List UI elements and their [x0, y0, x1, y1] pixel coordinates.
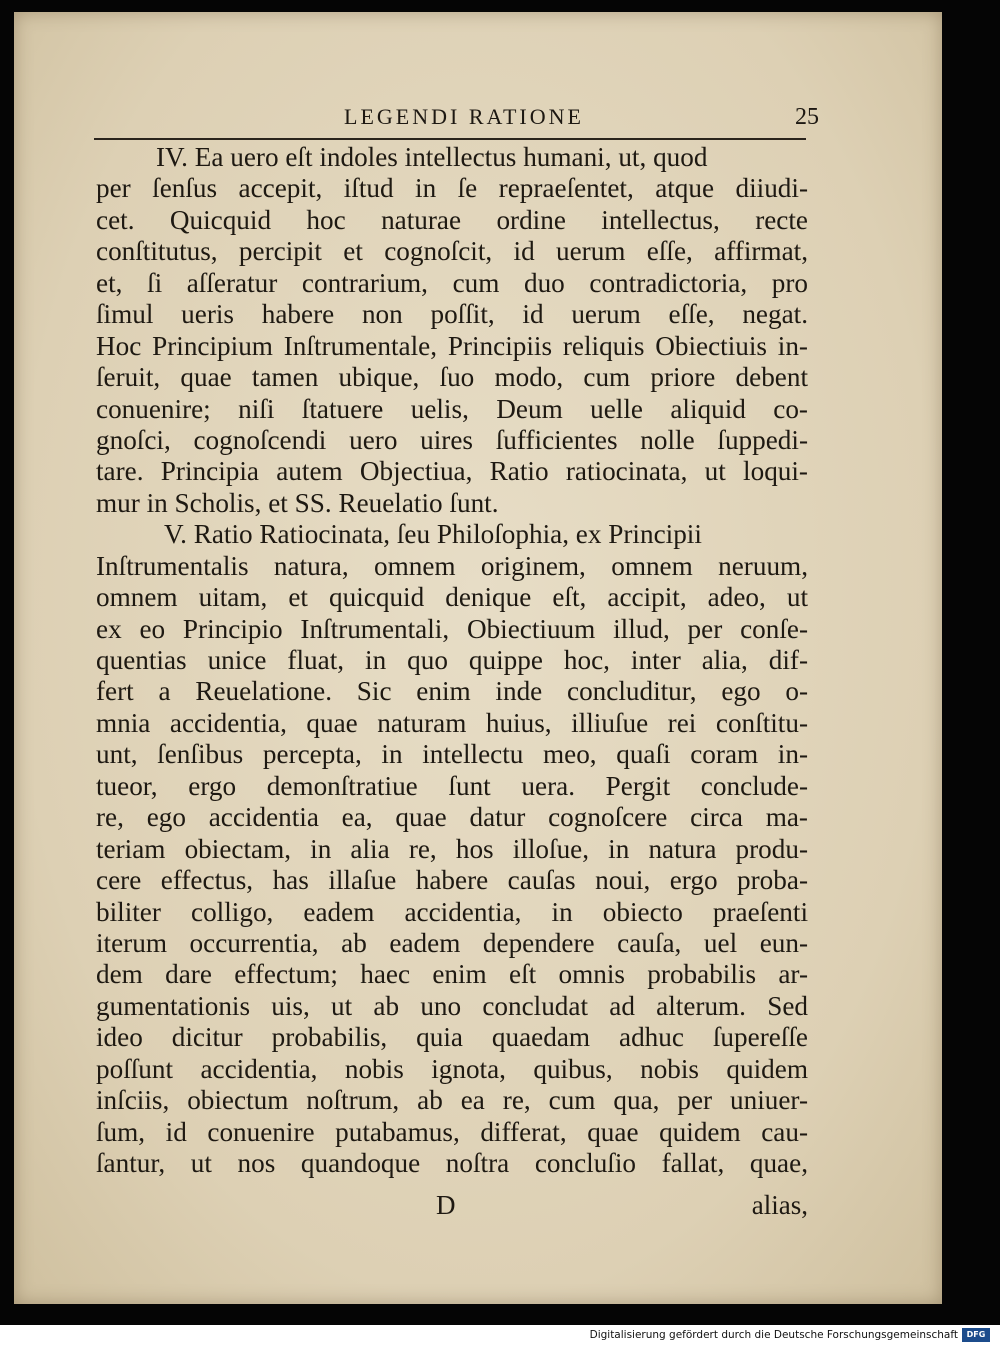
dfg-logo-icon: DFG	[962, 1328, 990, 1342]
text-line: ſeruit, quae tamen ubique, ſuo modo, cum priore debent	[96, 362, 808, 393]
text-line: mnia accidentia, quae naturam huius, illiuſue rei conſtitu-	[96, 707, 808, 738]
text-line: gumentationis uis, ut ab uno concludat ad alterum. Sed	[96, 990, 808, 1021]
page-number: 25	[795, 104, 819, 130]
text-line: biliter colligo, eadem accidentia, in obiecto praeſenti	[96, 896, 808, 927]
book-page	[14, 12, 942, 1304]
catchword: alias,	[751, 1190, 808, 1220]
text-line: conuenire; niſi ſtatuere uelis, Deum uelle aliquid co-	[96, 393, 808, 424]
text-line: fert a Reuelatione. Sic enim inde concluditur, ego o-	[96, 676, 808, 707]
text-line: V. Ratio Ratiocinata, ſeu Philoſophia, ex Principii	[164, 519, 702, 550]
text-line: ex eo Principio Inſtrumentali, Obiectiuum illud, per conſe-	[96, 613, 808, 644]
text-line: iterum occurrentia, ab eadem dependere cauſa, uel eun-	[96, 927, 808, 958]
text-line: cet. Quicquid hoc naturae ordine intellectus, recte	[96, 204, 808, 235]
text-line: Inſtrumentalis natura, omnem originem, omnem neruum,	[96, 550, 808, 581]
text-line: quentias unice fluat, in quo quippe hoc, inter alia, dif-	[96, 645, 808, 675]
funding-credit: Digitalisierung gefördert durch die Deutsche Forschungsgemeinschaft	[589, 1329, 958, 1341]
text-line: unt, ſenſibus percepta, in intellectu meo, quaſi coram in-	[96, 739, 808, 770]
catchword-row	[96, 1190, 808, 1222]
signature-mark: D	[436, 1190, 456, 1220]
text-line: teriam obiectam, in alia re, hos illoſue, in natura produ-	[96, 833, 808, 864]
head-rule	[94, 138, 806, 140]
text-line: conſtitutus, percipit et cognoſcit, id uerum eſſe, affirmat,	[96, 236, 808, 267]
text-line: inſciis, obiectum noſtrum, ab ea re, cum qua, per uniuer-	[96, 1085, 808, 1116]
text-line: et, ſi aſſeratur contrarium, cum duo contradictoria, pro	[96, 267, 808, 298]
text-line: ſimul ueris habere non poſſit, id uerum eſſe, negat.	[96, 299, 808, 330]
text-line: tare. Principia autem Objectiua, Ratio ratiocinata, ut loqui-	[96, 456, 808, 487]
text-line: per ſenſus accepit, iſtud in ſe repraeſentet, atque diiudi-	[96, 173, 808, 204]
running-head	[14, 104, 942, 134]
running-head-title: LEGENDI RATIONE	[344, 104, 584, 129]
text-line: gnoſci, cognoſcendi uero uires ſufficientes nolle ſuppedi-	[96, 424, 808, 455]
text-line: tueor, ergo demonſtratiue ſunt uera. Pergit conclude-	[96, 770, 808, 801]
digitization-footer	[0, 1325, 1000, 1347]
text-line: omnem uitam, et quicquid denique eſt, accipit, adeo, ut	[96, 582, 808, 613]
text-line: mur in Scholis, et SS. Reuelatio ſunt.	[96, 487, 499, 518]
text-line: poſſunt accidentia, nobis ignota, quibus, nobis quidem	[96, 1053, 808, 1084]
text-line: IV. Ea uero eſt indoles intellectus humani, ut, quod	[156, 142, 708, 172]
text-line: ideo dicitur probabilis, quia quaedam adhuc ſupereſſe	[96, 1022, 808, 1053]
text-line: ſum, id conuenire putabamus, differat, quae quidem cau-	[96, 1116, 808, 1147]
text-line: cere effectus, has illaſue habere cauſas noui, ergo proba-	[96, 865, 808, 896]
body-text	[96, 142, 808, 1179]
text-line: ſantur, ut nos quandoque noſtra concluſio fallat, quae,	[96, 1148, 808, 1178]
text-line: Hoc Principium Inſtrumentale, Principiis reliquis Obiectiuis in-	[96, 330, 808, 361]
text-line: dem dare effectum; haec enim eſt omnis probabilis ar-	[96, 959, 808, 990]
text-line: re, ego accidentia ea, quae datur cognoſcere circa ma-	[96, 802, 808, 833]
